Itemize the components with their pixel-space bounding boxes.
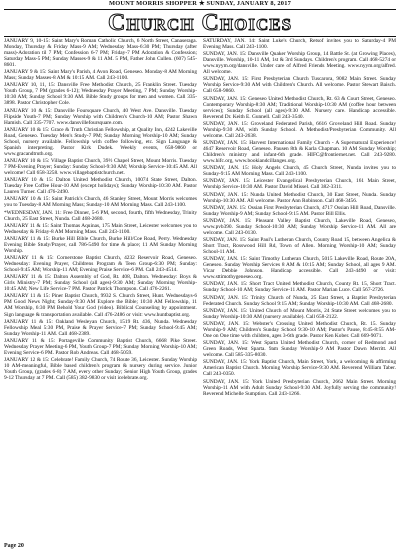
church-listing: SATURDAY, JAN. 14: Saint Luke's Church, Retsof invites you to Saturday-4 PM Evening Mass. Call 243-1100. [203,38,396,51]
church-listing: SUNDAY, JAN. 15: York Baptist Church, Main Street, York, a welcoming & affirming American Baptist Church. Morning Worship Service-9:30 AM. Reverend William Taber. Call 243-0350. [203,359,396,378]
church-listing: JANUARY 10 & 15: Grace & Truth Christian Fellowship, at Quality Inn, 4242 Lakeville Road, Geneseo. Tuesday Men's Study-7 PM; Sunday Morning Worship-10 AM; Sunday School, nursery available. Fellowship with coffee following, etc. Sign Language & Spanish interpreting. Pastor Kirk Dudek. Weekly events, 658-9860 or www.gracandtruth.org. [4,126,197,157]
church-listing: SUNDAY, JAN. 15: Pleasant Valley Baptist Church, Lakeville Road, Geneseo, www.pvb390. Sunday School-10:30 AM; Sunday Worship Service-11 AM. All are welcome. Call 243-0130. [203,217,396,236]
church-listing: SUNDAY, JAN. 15: Holy Angels Church, 45 Church Street, Nunda invites you to Sunday-9:15 AM Morning Mass. Call 243-1100. [203,165,396,178]
church-listing: JANUARY 11 & 15: Dalton Assembly of God, Rt. 408, Dalton. Wednesday: Boys & Girls Ministry-7 PM; Sunday School (all ages)-9:30 AM; Sunday Morning Worship-10:45 AM; New Life Service-7 PM. Pastor Patrick Thompson. Call 476-2261. [4,274,197,293]
church-listing: SUNDAY, JAN. 15: Trinity Church of Nunda, 25 East Street, a Baptist Presbyterian Federated Church. Sunday School 9:15 AM; Sunday Worship-10:30 AM. Call 468-2680. [203,294,396,307]
church-listing: JANUARY 9, 10-15: Saint Mary's Roman Catholic Church, 6 North Street, Canaseraga. Monday, Thursday & Friday Mass-9 AM; Wednesday Mass-6:30 PM; Thursday (after mass)-Adoration til 7 PM; Confession 6-7 PM; Friday-7 PM Adoration & Confession; Saturday Mass-5 PM; Sunday Masses-9 & 11 AM. 5 PM, Father John Cullen. (607) 545-8601. [4,38,197,69]
church-listing: JANUARY 11 & 15: Burke Hill Bible Church, Burke Hill/Coe Road, Perry. Wednesday Evening Bible Study/Prayer, call 786-5490 for time & place; 11 AM Sunday Morning Worship. [4,235,197,254]
church-listing: SUNDAY, JAN. 15: Nunda United Methodist Church, 30 East Street, Nunda. Sunday Worship-10:30 AM. All welcome. Pastor Ann Robinson. Call 468-3456. [203,191,396,204]
church-listing: SUNDAY, JAN. 15: West Sparta United Methodist Church, corner of Redmond and Green Roads, West Sparta. 9am Sunday Worship-9 AM Pastor Dawn Merritt. All welcome. Call 585-335-8030. [203,340,396,359]
church-listing: SUNDAY, JAN. 15: Dansville Quaker Worship Group, 14 Battle St. (at Growing Places), Dansville. Worship, 10-11 AM, 1st & 3rd Sundays. Children's program. Call 468-5274 or www.nyym.org/dansville. Under care of Alfred Friends Meeting. www.nyym.org/alfred. All welcome. [203,51,396,76]
church-listing: JANUARY 10 & 15: Dansville Foursquare Church, 40 West Ave. Dansville. Tuesday Flipside Youth-7 PM; Sunday Worship with Children's Church-10 AM; Pastor Shawn Hamish. Call 335-7707. www.dansvillefoursquare.com. [4,107,197,126]
right-column [203,38,396,540]
church-listing: JANUARY 11 & 15: Oakland Wesleyan Church, 1519 Rt. 436, Nunda. Wednesday Fellowship Meal 5:30 PM, Praise & Prayer Service-7 PM; Sunday School-9:45 AM; Sunday Worship-11 AM. Call 468-2389. [4,318,197,337]
page-number: Page 20 [4,543,24,549]
church-listing: SUNDAY, JAN. 15: Groveland Federated Parish, 6616 Groveland Hill Road. Sunday Worship-9:30 AM, with Sunday School. A Methodist/Presbyterian Community. All welcome. Call 243-2638. [203,120,396,139]
page-header: MOUNT MORRIS SHOPPER ★ SUNDAY, JANUARY 8, 2017 [109,0,291,7]
church-listing: SUNDAY, JAN. 15: York United Presbyterian Church, 2662 Main Street. Morning Worship-11 AM with Adult Sunday School-9:30 AM. Joyfully serving the community! Reverend Michelle Sumption. Call 243-1266. [203,378,396,397]
church-listing: SUNDAY, JAN. 15: Harvest International Family Church - A Supernatural Experience! 4647 Reservoir Road, Geneseo. Pausen 8th & Karla Chapman. 10 AM Sunday Worship; Children's ministry and infant-6th grade. HIFC@frontiernet.net. Call 243-9280. www.hifc.org, www.bookiandcillanges.org. [203,139,396,164]
church-listing: SUNDAY, JAN. 15: Short Tract United Methodist Church, County Rt. 15, Short Tract. Sunday School-10 AM; Sunday Service-11 AM. Pastor Marian Luce. Call 567-2726. [203,281,396,294]
church-listing: SUNDAY, JAN. 15: First Presbyterian Church Tuscarora, 9082 Main Street. Sunday Worship Service-9:30 AM with Children's Church. All welcome. Pastor Stewart Baisch. Call 658-9860. [203,76,396,95]
church-listing: JANUARY 10, 11, 15: Dansville Free Methodist Church, 25 Franklin Street. Tuesday Youth Group, 7 PM (grades 6-12); Wednesday Prayer Meeting, 7 PM; Sunday Worship-10:30 AM; Sunday School 9:30 AM. Bible Study groups for men and women. Call 335-3898. Pastor Christopher Cole. [4,82,197,107]
section-title-bar [4,9,396,37]
church-listing: JANUARY 12 & 15: Celebrate! Family Church, 74 Route 36, Leicester. Sunday Worship 10 AM-meaningful, Bible based children's program & nursery during service. Junior Youth Group, (grades 6-8) 7 AM, every other Sunday; Senior High Youth Group, grades 9-12 Thursday at 7 PM. Call (585) 382-9830 or visit icelebrate.org. [4,357,197,382]
listing-columns [4,38,396,540]
section-title: Church Choices [107,9,293,36]
church-listing: SUNDAY, JAN. 15: Saint Timothy Lutheran Church, 5015 Lakeville Road, Route 20A, Geneseo. Sunday Worship Services 8 AM & 10:15 AM; Sunday School, all ages 9 AM. Vicar Debbie Johnson. Handicap accessible. Call 243-4490 or visit: www.sttimothygeneseo.org. [203,256,396,281]
church-listing: JANUARY 9 & 15: Saint Mary's Parish, 4 Avon Road, Geneseo. Monday-8 AM Morning Mass; Sunday Masses-8 AM & 10:15 AM. Call 243-1100. [4,69,197,82]
church-listing: JANUARY 11 & 15: Piner Baptist Church, 9932 S. Church Street, Hunt. Wednesdays-6 PM Good News Night; Sunday-9:30 AM Explore the Bible; 10:30 AM Fellowship, 11 AM Worship, 6:30 PM Behold Your God (video). Biblical Counseling by appointment. Sign language & transportation available. Call 476-2486 or visit: www.huntbaptist.org. [4,293,197,318]
church-listing: JANUARY 10 & 15: Dalton United Methodist Church, 10074 State Street, Dalton. Tuesday Free Coffee Hour-10 AM (except holidays); Sunday Worship-10:30 AM. Pastor Lauren Turner. Call 476-2490. [4,177,197,196]
church-listing: SUNDAY, JAN. 15: Saint Paul's Lutheran Church, County Road 15, between Angelica & Short Tract, Rosswood Hill Rd, Town of Allen. Morning Worship-10 AM; Sunday School-11 AM. [203,237,396,256]
church-listing: SUNDAY, JAN. 15: Webster's Crossing United Methodist Church, Rt. 15. Sunday Worship-9 AM; Children's Sunday School 9:30-10 AM; Pastor's Pause, 8:45-8:55 AM-One on One time with children, ages 3-6th grade. Pastor Ken Kober. Call 669-9071. [203,320,396,339]
church-listing: SUNDAY, JAN. 15: Ossian First Presbyterian Church, 4717 Ossian Hill Road, Dansville. Sunday Worship-9 AM; Sunday School-9:15 AM. Pastor Bill Ellis. [203,204,396,217]
church-listing: *WEDNESDAY, JAN. 11: Free Dinner, 5-6 PM, second, fourth, fifth Wednesday, Trinity Church, 25 East Street, Nunda. Call 468-2680. [4,209,197,222]
church-listing: SUNDAY, JAN. 15: Leicester Evangelical Presbyterian Church, 161 Main Street, Worship Service-10:30 AM. Pastor David Missel. Call 382-3311. [203,178,396,191]
church-listing: JANUARY 10 & 15: Saint Patrick's Church, 46 Stanley Street, Mount Morris welcomes you to Tuesday-8 AM Morning Mass; Sunday-10 AM Morning Mass. Call 243-1100. [4,196,197,209]
church-listing: SUNDAY, JAN. 15: Geneseo United Methodist Church, Rt. 63 & Court Street, Geneseo. Contemporary Worship-8:30 AM; Traditional Worship-10:30 AM (coffee hour between services); Sunday School (all ages)-9:30 AM. Nursery care. Handicap accessible. Reverend Dr. Keith E. Gunnell. Call 243-3540. [203,95,396,120]
church-listing: JANUARY 11 & 15: Saint Thomas Aquinas, 175 Main Street, Leicester welcomes you to Wednesday & Friday-8 AM Morning Mass. Call 243-1100. [4,222,197,235]
left-column [4,38,197,540]
church-listing: JANUARY 11 & 15: Portageville Community Baptist Church, 6668 Pike Street. Wednesday Prayer Meeting-6 PM, Youth Group-7 PM; Sunday Morning Worship-10 AM; Evening Service-6 PM. Pastor Rob Andreas. Call 468-5059. [4,337,197,356]
church-listing: JANUARY 11 & 15: Cornerstone Baptist Church, 4232 Reservoir Road, Geneseo. Wednesday: Evening Prayer, Childrens Program & Teen Group-6:30 PM; Sunday: School-9:45 AM; Worship-11 AM; Evening Praise Service-6 PM. Call 243-4514. [4,255,197,274]
church-listing: SUNDAY, JAN. 15: United Church of Mount Morris, 24 State Street welcomes you to Sunday Worship-10:30 AM (nursery available). Call 658-2122. [203,307,396,320]
church-listing: JANUARY 10 & 15: Village Baptist Church, 39½ Chapel Street, Mount Morris. Tuesday 7 PM-Evening Prayer; Sunday: Sunday School-9:30 AM; Worship Service-10:45 AM. All welcome! Call 658-3258. www.villagebaptistchurch.net. [4,158,197,177]
